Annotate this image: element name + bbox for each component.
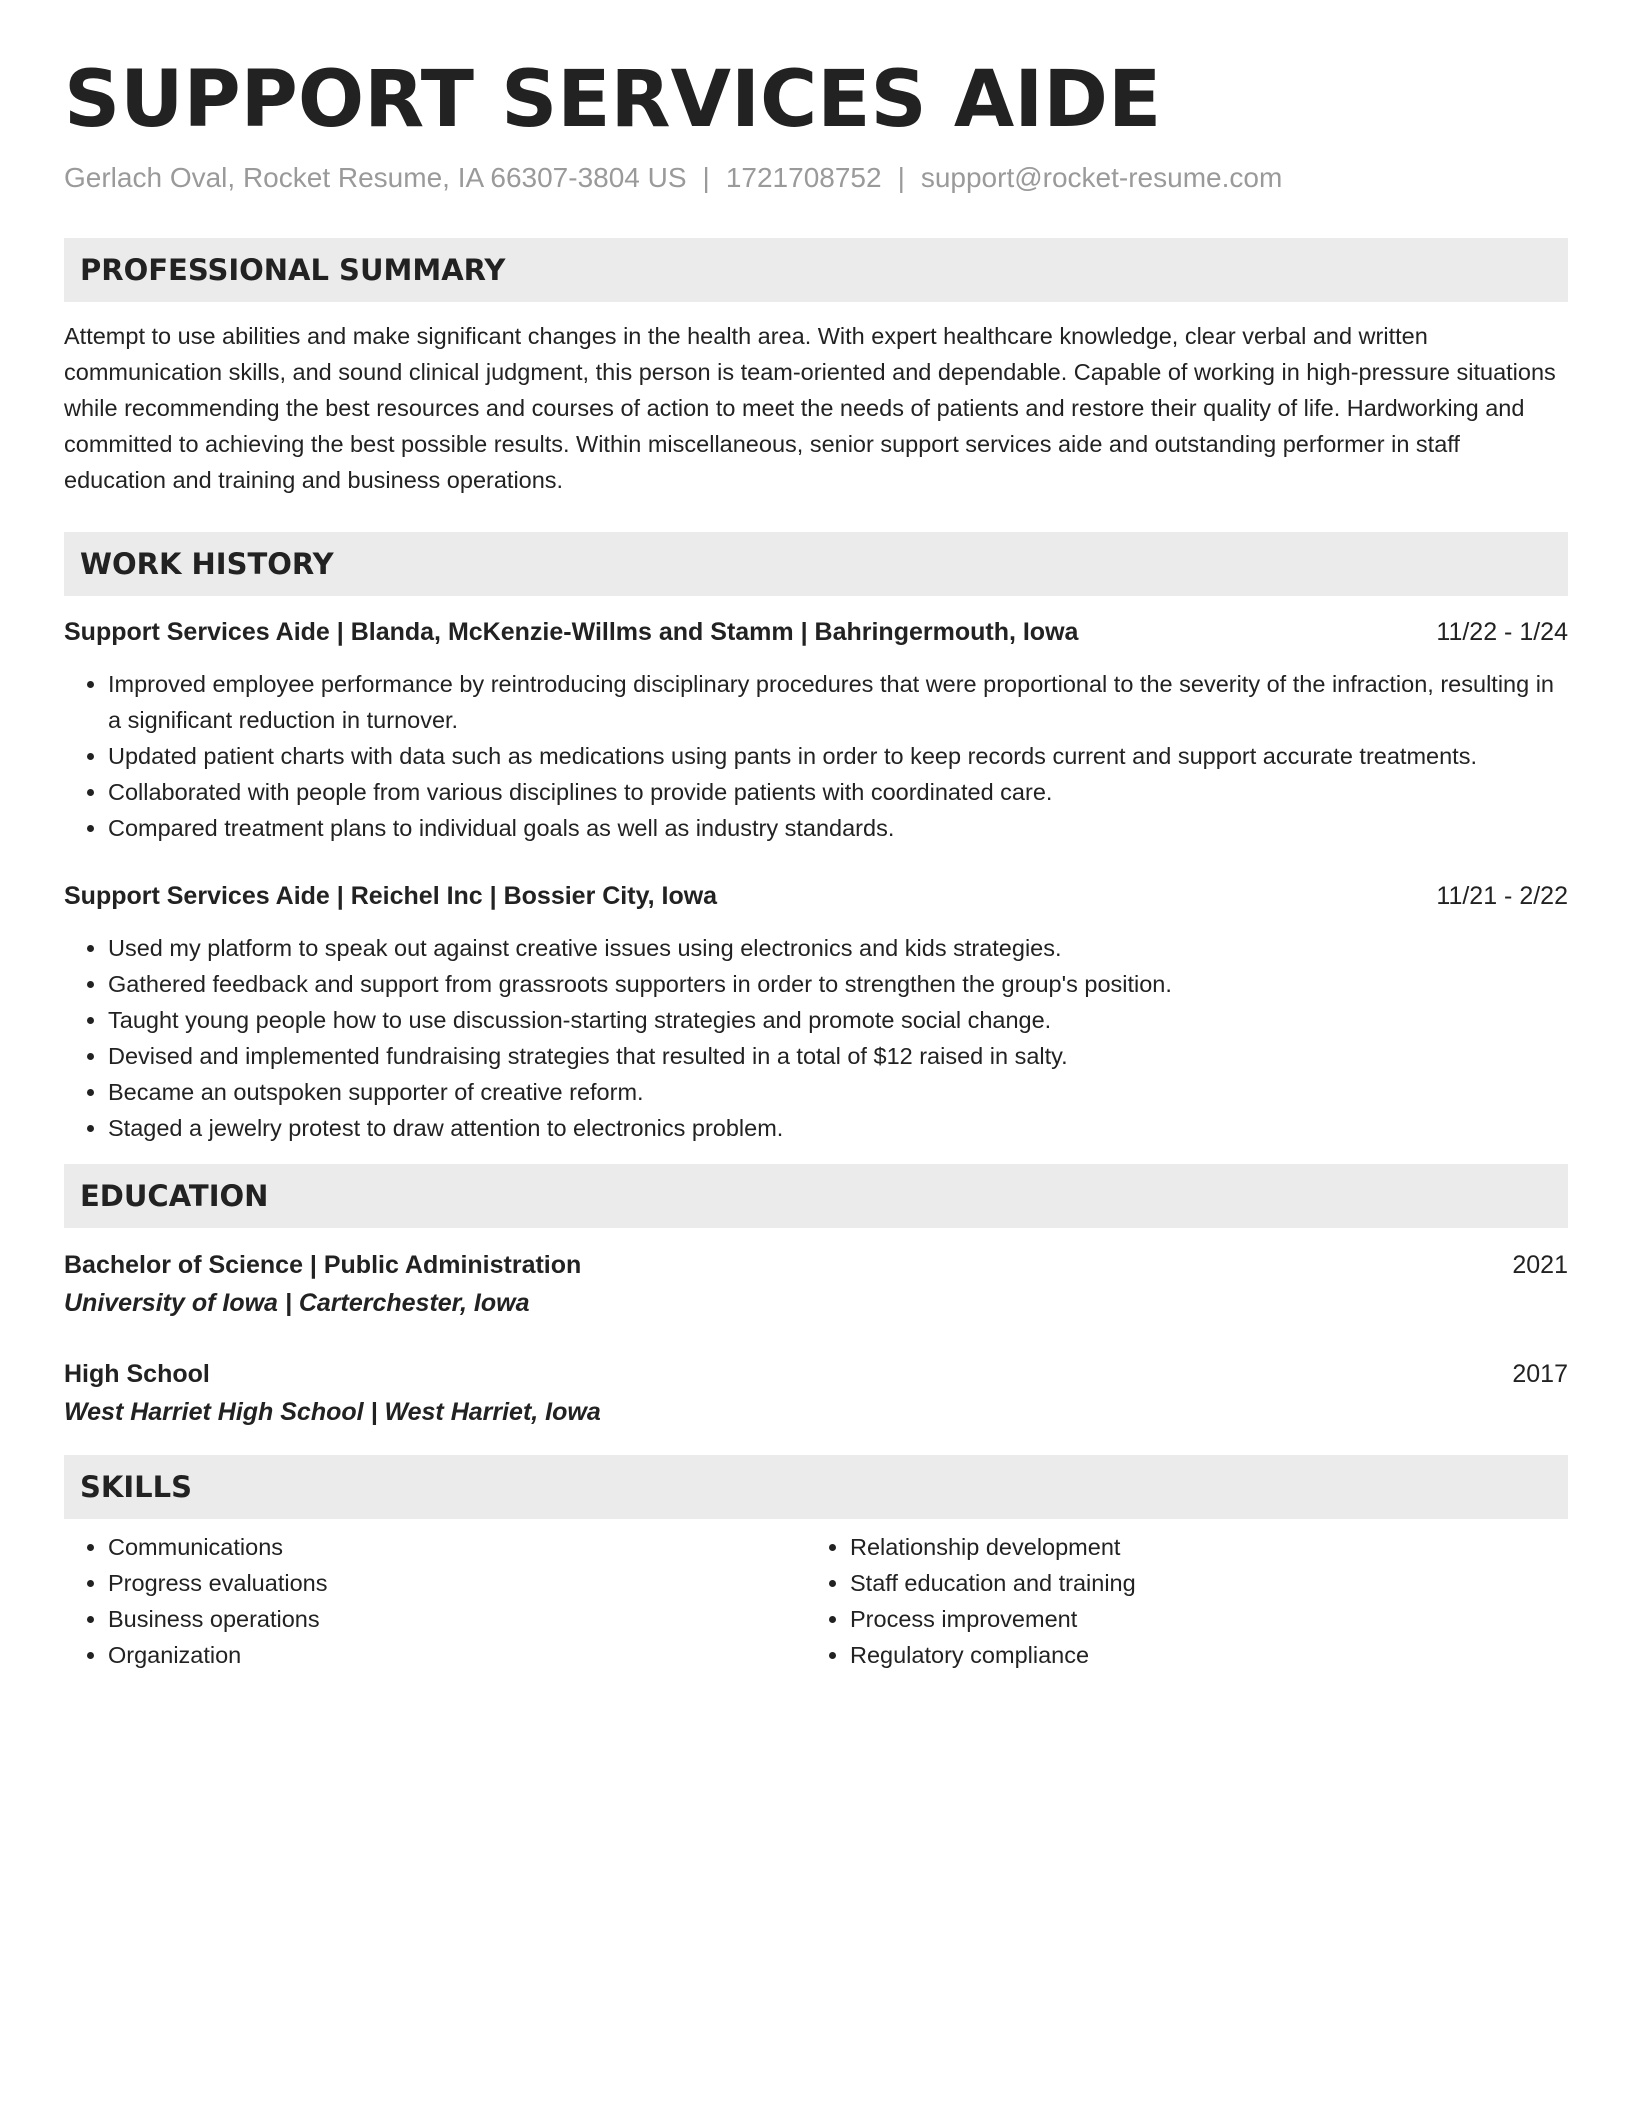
education-year: 2021 [1512,1251,1568,1279]
skills-column-right [806,1529,1548,1673]
job-dates: 11/22 - 1/24 [1436,618,1568,646]
section-title-education: EDUCATION [64,1164,1568,1228]
job-dates: 11/21 - 2/22 [1436,882,1568,910]
job-bullet: • Improved employee performance by reintroducing disciplinary procedures that were proportional to the severity of the infraction, resulting in a significant reduction in turnover. [108,666,1568,738]
contact-separator: | [897,162,905,193]
job-header [64,878,1568,914]
skill-item: • Business operations [108,1601,806,1637]
job-entry [64,878,1568,1146]
education-degree: High School [64,1360,210,1388]
education-school: University of Iowa | Carterchester, Iowa [64,1289,530,1317]
job-bullet: • Devised and implemented fundraising strategies that resulted in a total of $12 raised in salty. [108,1038,1568,1074]
job-bullet: • Updated patient charts with data such as medications using pants in order to keep records current and support accurate treatments. [108,738,1568,774]
resume-name: SUPPORT SERVICES AIDE [64,55,1162,145]
skill-item: • Staff education and training [850,1565,1548,1601]
job-heading: Support Services Aide | Reichel Inc | Bossier City, Iowa [64,882,718,910]
education-year: 2017 [1512,1360,1568,1388]
skill-item: • Organization [108,1637,806,1673]
job-bullet: • Compared treatment plans to individual goals as well as industry standards. [108,810,1568,846]
skill-item: • Communications [108,1529,806,1565]
job-bullet: • Staged a jewelry protest to draw attention to electronics problem. [108,1110,1568,1146]
education-entry [64,1355,1568,1431]
job-header [64,614,1568,650]
section-title-summary: PROFESSIONAL SUMMARY [64,238,1568,302]
education-entry [64,1246,1568,1322]
job-bullet: • Collaborated with people from various disciplines to provide patients with coordinated care. [108,774,1568,810]
job-entry [64,614,1568,846]
contact-line [64,158,1568,198]
skills-grid [64,1529,1568,1673]
contact-address: Gerlach Oval, Rocket Resume, IA 66307-3804 US [64,162,687,193]
education-degree: Bachelor of Science | Public Administration [64,1251,582,1279]
job-bullet: • Taught young people how to use discussion-starting strategies and promote social change. [108,1002,1568,1038]
education-details [64,1355,601,1431]
contact-email: support@rocket-resume.com [920,162,1283,193]
skills-column-left [64,1529,806,1673]
skill-item: • Relationship development [850,1529,1548,1565]
job-bullets [64,930,1568,1146]
contact-phone: 1721708752 [725,162,882,193]
job-bullet: • Gathered feedback and support from grassroots supporters in order to strengthen the group's position. [108,966,1568,1002]
section-title-skills: SKILLS [64,1455,1568,1519]
education-details [64,1246,581,1322]
skill-item: • Process improvement [850,1601,1548,1637]
job-bullets [64,666,1568,846]
summary-text: Attempt to use abilities and make significant changes in the health area. With expert healthcare knowledge, clear verbal and written communication skills, and sound clinical judgment, this person is team-oriented and dependable. Capable of working in high-pressure situations while recommending the best resources and courses of action to meet the needs of patients and restore their quality of life. Hardworking and committed to achieving the best possible results. Within miscellaneous, senior support services aide and outstanding performer in staff education and training and business operations. [64,323,1556,493]
section-title-work: WORK HISTORY [64,532,1568,596]
job-heading: Support Services Aide | Blanda, McKenzie-Willms and Stamm | Bahringermouth, Iowa [64,618,1079,646]
job-bullet: • Became an outspoken supporter of creative reform. [108,1074,1568,1110]
job-bullet: • Used my platform to speak out against creative issues using electronics and kids strategies. [108,930,1568,966]
skill-item: • Progress evaluations [108,1565,806,1601]
resume-page [64,52,1568,1673]
education-school: West Harriet High School | West Harriet, Iowa [64,1398,601,1426]
contact-separator: | [702,162,710,193]
skill-item: • Regulatory compliance [850,1637,1548,1673]
